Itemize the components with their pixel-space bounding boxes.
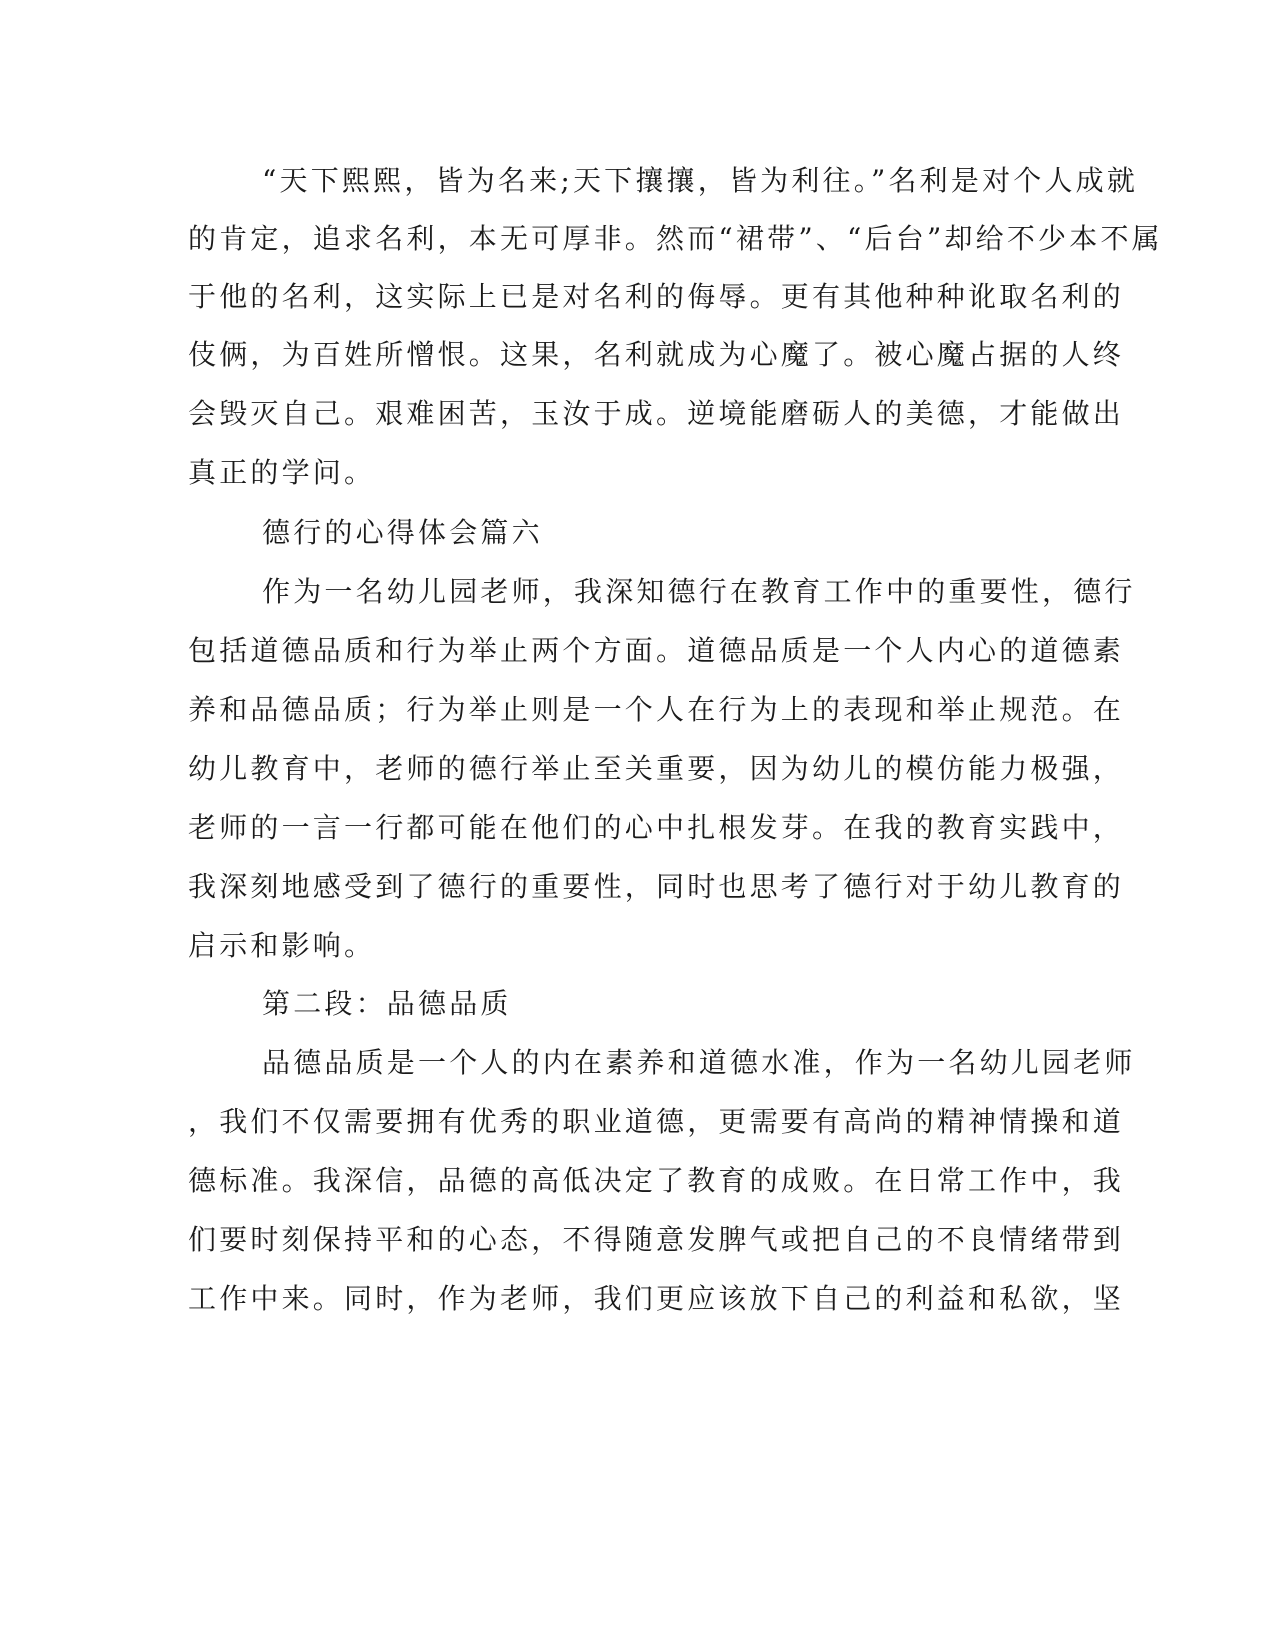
paragraph-1-line-4: 伎俩，为百姓所憎恨。这果，名利就成为心魔了。被心魔占据的人终	[188, 338, 1125, 371]
section-heading-2: 第二段：品德品质	[262, 987, 512, 1020]
paragraph-2-line-4: 幼儿教育中，老师的德行举止至关重要，因为幼儿的模仿能力极强，	[188, 752, 1125, 785]
paragraph-3-line-5: 工作中来。同时，作为老师，我们更应该放下自己的利益和私欲，坚	[188, 1282, 1125, 1315]
paragraph-1-line-6: 真正的学问。	[188, 456, 376, 489]
paragraph-2-line-3: 养和品德品质；行为举止则是一个人在行为上的表现和举止规范。在	[188, 693, 1125, 726]
paragraph-2-line-2: 包括道德品质和行为举止两个方面。道德品质是一个人内心的道德素	[188, 634, 1125, 667]
paragraph-2-line-1: 作为一名幼儿园老师，我深知德行在教育工作中的重要性，德行	[262, 575, 1136, 608]
paragraph-3-line-3: 德标准。我深信，品德的高低决定了教育的成败。在日常工作中，我	[188, 1164, 1125, 1197]
paragraph-3-line-4: 们要时刻保持平和的心态，不得随意发脾气或把自己的不良情绪带到	[188, 1223, 1125, 1256]
paragraph-1-line-3: 于他的名利，这实际上已是对名利的侮辱。更有其他种种讹取名利的	[188, 280, 1125, 313]
paragraph-3-line-2: ，我们不仅需要拥有优秀的职业道德，更需要有高尚的精神情操和道	[188, 1105, 1125, 1138]
paragraph-1-line-5: 会毁灭自己。艰难困苦，玉汝于成。逆境能磨砺人的美德，才能做出	[188, 397, 1125, 430]
section-heading-1: 德行的心得体会篇六	[262, 516, 543, 549]
paragraph-1-line-1: “天下熙熙，皆为名来;天下攘攘，皆为利往。”名利是对个人成就	[262, 164, 1139, 197]
paragraph-3-line-1: 品德品质是一个人的内在素养和道德水准，作为一名幼儿园老师	[262, 1046, 1136, 1079]
paragraph-1-line-2: 的肯定，追求名利，本无可厚非。然而“裙带”、“后台”却给不少本不属	[188, 222, 1163, 255]
paragraph-2-line-7: 启示和影响。	[188, 929, 376, 962]
paragraph-2-line-5: 老师的一言一行都可能在他们的心中扎根发芽。在我的教育实践中，	[188, 811, 1125, 844]
paragraph-2-line-6: 我深刻地感受到了德行的重要性，同时也思考了德行对于幼儿教育的	[188, 870, 1125, 903]
